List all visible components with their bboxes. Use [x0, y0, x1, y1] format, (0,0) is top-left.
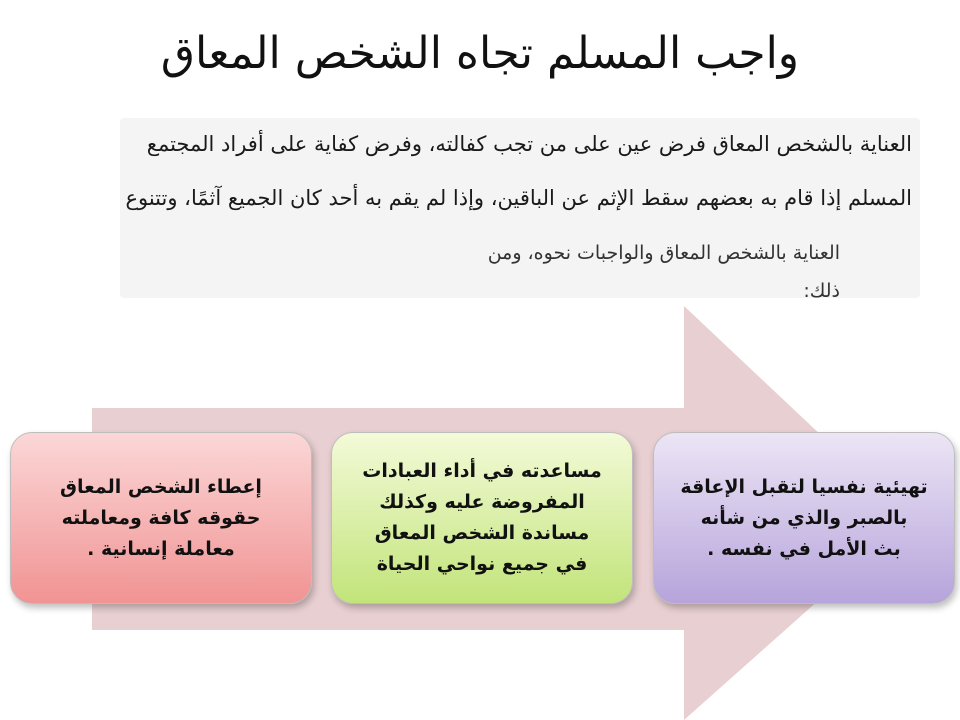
intro-line-1: العناية بالشخص المعاق فرض عين على من تجب كفالته، وفرض كفاية على أفراد المجتمع [146, 132, 912, 156]
box-psychological-preparation [653, 432, 955, 604]
intro-line-3: العناية بالشخص المعاق والواجبات نحوه، ومن [487, 242, 840, 264]
box-worship-support-text: مساعدته في أداء العبادات المفروضة عليه وكذلك مساندة الشخص المعاق في جميع نواحي الحياة [362, 460, 602, 575]
intro-line-2: المسلم إذا قام به بعضهم سقط الإثم عن الباقين، وإذا لم يقم به أحد كان الجميع آثمًا، وتتنوع [125, 186, 912, 210]
box-psychological-preparation-text: تهيئية نفسيا لتقبل الإعاقة بالصبر والذي من شأنه بث الأمل في نفسه . [680, 475, 928, 560]
box-human-treatment-text: إعطاء الشخص المعاق حقوقه كافة ومعاملته معاملة إنسانية . [60, 475, 262, 560]
intro-line-4: ذلك: [803, 280, 840, 302]
box-worship-support [331, 432, 633, 604]
box-human-treatment [10, 432, 312, 604]
slide-title: واجب المسلم تجاه الشخص المعاق [160, 28, 800, 79]
